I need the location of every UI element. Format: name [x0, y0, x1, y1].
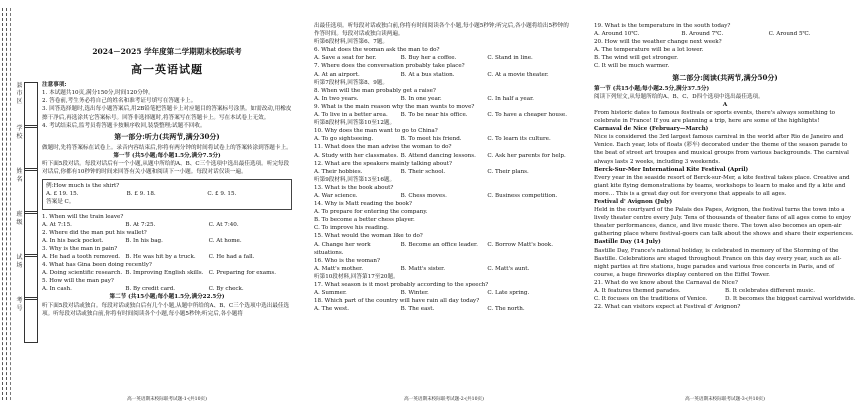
- option: A. The west.: [314, 306, 350, 313]
- options: [314, 135, 574, 143]
- question: 5. How will the man pay?: [42, 278, 114, 285]
- option: C. At a movie theater.: [487, 71, 549, 78]
- passage-subheading: Carnaval de Nice (February—March): [594, 126, 709, 133]
- passage-paragraph: Bastille Day, France's national holiday, is celebrated in memory of the Storming of the Bastille. Celebrations are staged throughout France on this day every year, such as all-night parties at fire stations, huge parades and various free concerts in Paris, and of course, a huge fireworks display centered on the Eiffel Tower.: [594, 247, 842, 278]
- exam-room-label: 试场: [16, 254, 23, 269]
- option: C. Around 5℃.: [768, 31, 811, 38]
- option: C. It will be much warmer.: [594, 63, 670, 70]
- question: 20. How will the weather change next week?: [594, 39, 722, 46]
- option: C. Business competition.: [487, 192, 558, 199]
- example-answer: 答案是 C。: [46, 199, 75, 206]
- option: A. He had a tooth removed.: [42, 253, 121, 260]
- class-box: [24, 211, 38, 257]
- option: C. To learn its culture.: [487, 136, 551, 143]
- sec1-heading: 第一节 (共5小题;每小题1.5分,满分7.5分): [113, 152, 221, 159]
- option: B. It celebrates different music.: [725, 288, 815, 294]
- option: C. The north.: [487, 306, 525, 313]
- sec2-intro-cont: 出最佳选项。听每段对话或独白前,你将有时间阅读各个小题,每小题5秒钟;听完后,各小题将给出5秒钟的作答时间。每段对话或独白读两遍。: [314, 23, 569, 38]
- question: 1. When will the train leave?: [42, 213, 124, 220]
- option: A. The temperature will be a lot lower.: [594, 47, 704, 54]
- options: [42, 285, 292, 293]
- option: A. Study with her classmates.: [314, 152, 399, 159]
- reading-sec1-intro: 阅读下列短文,从每题所给的A、B、C、D四个选项中选出最佳选项。: [594, 93, 764, 100]
- options: [314, 305, 574, 313]
- passage-subheading: Bastille Day (14 July): [594, 239, 661, 246]
- county-label: 县市区: [16, 82, 23, 105]
- question: 10. Why does the man want to go to China?: [314, 128, 438, 135]
- option: C. Stand in line.: [487, 55, 533, 62]
- options: [594, 287, 856, 295]
- part2-heading: 第二部分:阅读(共两节,满分50分): [672, 72, 778, 82]
- option: C. Ask her parents for help.: [487, 152, 566, 159]
- page-footer: 高一英语期末校际联考试题-2-(共10页): [404, 397, 484, 402]
- county-box: [24, 82, 38, 128]
- question: 8. When will the man probably get a raise?: [314, 87, 436, 94]
- option: C. At home.: [208, 237, 242, 244]
- binding-dashed-strip: [2, 8, 7, 400]
- exam-number-box: [24, 297, 38, 343]
- options: [594, 295, 856, 303]
- notice-item: 1. 本试题共10页,满分150分,时间120分钟。: [42, 90, 154, 97]
- option: C. At 7:40.: [208, 221, 239, 228]
- option: A. War science.: [314, 192, 358, 199]
- option: B. Chess moves.: [400, 192, 447, 199]
- option: C. It focuses on the traditions of Venice.: [594, 296, 708, 303]
- option: A. Summer.: [314, 290, 347, 297]
- passage-paragraph: From historic dates to famous festivals or sports events, there's always something to celebrate in France! If you are planning a trip, here are some of the highlights!: [594, 109, 836, 125]
- part1-intro: 做题时,先将答案标在试卷上。录音内容结束后,你将有两分钟的时间将试卷上的答案转涂到答题卡上。: [42, 144, 292, 151]
- listening-block-lead: 听第10段材料,回答第17至20题。: [314, 273, 399, 280]
- options: [314, 241, 574, 257]
- options: [42, 237, 292, 245]
- option: B. £ 9. 18.: [126, 191, 156, 198]
- option: A. Doing scientific research.: [42, 270, 123, 277]
- column-page-2: [314, 22, 574, 392]
- options: [314, 289, 574, 297]
- option: C. Preparing for exams.: [208, 270, 277, 277]
- question-list: [42, 213, 292, 294]
- option: B. Matt's sister.: [400, 265, 446, 272]
- option: A. It features themed parades.: [594, 288, 681, 294]
- option: A. At an airport.: [314, 71, 360, 78]
- option: B. Their school.: [400, 168, 446, 175]
- part1-heading: 第一部分:听力(共两节,满分30分): [114, 131, 220, 141]
- options: [314, 71, 574, 79]
- question: 2. Where did the man put his wallet?: [42, 229, 147, 236]
- option: B. Attend dancing lessons.: [400, 152, 476, 159]
- options: [314, 192, 574, 200]
- question: 19. What is the temperature in the south today?: [594, 23, 731, 29]
- listening-block-lead: 听第8段材料,回答第10至12题。: [314, 120, 396, 127]
- option: B. Buy her a coffee.: [400, 55, 457, 62]
- exam-number-label: 考号: [16, 297, 23, 312]
- option: C. To have a cheaper house.: [487, 112, 567, 119]
- option: C. In half a year.: [487, 95, 534, 102]
- exam-title: 高一英语试题: [131, 63, 203, 77]
- option: B. The wind will get stronger.: [594, 55, 678, 62]
- options: [314, 265, 574, 273]
- option: D. It becomes the biggest carnival worldwide.: [725, 296, 856, 303]
- notice-item: 3. 回答选择题时,选出每小题答案后,用2B铅笔把答题卡上对应题目的答案标号涂黑。如需改动,用橡皮擦干净后,再选涂其它答案标号。回答非选择题时,将答案写在答题卡上。写在本试卷上无效。: [42, 106, 292, 121]
- example-options: [46, 190, 288, 198]
- question: 3. Why is the man in pain?: [42, 245, 118, 252]
- option: B. At 7:25.: [125, 221, 156, 228]
- option: B. He was hit by a truck.: [125, 253, 196, 260]
- school-box: [24, 125, 38, 171]
- option: B. To meet his friend.: [400, 136, 462, 143]
- question: 14. Why is Matt reading the book?: [314, 201, 413, 208]
- column-page-1: [42, 22, 292, 392]
- option: A. Change her work situations.: [314, 241, 371, 256]
- option: B. In his bag.: [125, 237, 163, 244]
- option: C. By check.: [208, 286, 244, 293]
- passage-letter: A: [722, 101, 728, 108]
- school-label: 学校: [16, 125, 23, 140]
- listening-block-lead: 听第7段材料,回答第8、9题。: [314, 79, 388, 86]
- option: C. Their plans.: [487, 168, 529, 175]
- option: B. To become a better chess player.: [314, 217, 415, 224]
- option: B. Winter.: [400, 290, 429, 297]
- option: A. In cash.: [42, 286, 72, 293]
- example-box: [42, 179, 292, 209]
- listening-block-lead: 听第6段材料,回答第6、7题。: [314, 39, 388, 46]
- options: [42, 253, 292, 261]
- page-footer: 高一英语期末校际联考试题-3-(共10页): [685, 397, 765, 402]
- question: 16. Who is the woman?: [314, 257, 380, 264]
- question: 15. What would the woman like to do?: [314, 233, 423, 240]
- notice-item: 2. 答卷前,考生务必将自己的姓名和准考证号填写在答题卡上。: [42, 98, 197, 105]
- name-label: 姓名: [16, 168, 23, 183]
- listening-block-lead: 听第9段材料,回答第13至16题。: [314, 176, 396, 183]
- question: 7. Where does the conversation probably take place?: [314, 63, 465, 70]
- passage-paragraph: Every year in the seaside resort of Berck-sur-Mer, a kite festival takes place. Creative and giant kite flying demonstrations by teams, workshops to learn to make and fly a kite and more… This is a great day out for everyone that appeals to all ages.: [594, 174, 850, 197]
- option: A. At 7:15.: [42, 221, 72, 228]
- options: [42, 221, 292, 229]
- question: 17. What season is it most probably according to the speech?: [314, 282, 489, 288]
- name-box: [24, 168, 38, 214]
- sec2-heading: 第二节 (共15小题;每小题1.5分,满分22.5分): [109, 294, 225, 301]
- option: B. At a bus station.: [400, 71, 455, 78]
- notice-heading: 注意事项:: [42, 82, 67, 89]
- question: 11. What does the man advise the woman to do?: [314, 144, 452, 151]
- reading-sec1-heading: 第一节 (共15小题;每小题2.5分,满分37.5分): [594, 85, 710, 92]
- options: [594, 30, 856, 38]
- options: [314, 95, 574, 103]
- example-question: 例:How much is the shirt?: [46, 183, 120, 190]
- option: B. Improving English skills.: [125, 270, 204, 277]
- options: [314, 111, 574, 119]
- option: A. Their hobbies.: [314, 168, 363, 175]
- option: A. To go sightseeing.: [314, 136, 374, 143]
- notice-item: 4. 考试结束后,监考员将答题卡按顺序收回,装袋整理;试题不回收。: [42, 122, 206, 129]
- option: B. Around 7℃.: [681, 31, 724, 38]
- exam-school-header: 2024－2025 学年度第二学期期末校际联考: [92, 47, 242, 56]
- question: 22. What can visitors expect at Festival d' Avignon?: [594, 304, 741, 311]
- question: 12. What are the speakers mainly talking about?: [314, 160, 452, 167]
- option: A. In his back pocket.: [42, 237, 104, 244]
- option: A. Save a seat for her.: [314, 55, 377, 62]
- options: [42, 269, 292, 277]
- option: B. By credit card.: [125, 286, 176, 293]
- sec2-intro: 听下面5段对话或独白。每段对话或独白后有几个小题,从题中所给的A、B、C三个选项中选出最佳选项。听每段对话或独白前,你将有时间阅读各个小题,每小题5秒钟;听完后,各小题将: [42, 302, 290, 317]
- passage-subheading: Festival d' Avignon (July): [594, 198, 673, 205]
- question: 9. What is the main reason why the man wants to move?: [314, 103, 475, 110]
- options: [314, 168, 574, 176]
- option: B. In one year.: [400, 95, 442, 102]
- option: C. £ 9. 15.: [207, 191, 237, 198]
- page-columns: [42, 0, 856, 408]
- option: C. Borrow Matt's book.: [487, 241, 553, 248]
- cut-line: [10, 8, 12, 400]
- question: 13. What is the book about?: [314, 184, 394, 191]
- option: C. He had a fall.: [208, 253, 255, 260]
- sec1-intro: 听下面5段对话。每段对话后有一个小题,从题中所给的A、B、C三个选项中选出最佳选项。听完每段对话后,你都有10秒钟的时间来回答有关小题和阅读下一小题。每段对话仅读一遍。: [42, 161, 290, 176]
- passage-paragraph: Nice is considered the 3rd largest famous carnival in the world after Rio de Janeiro and Venice. Each year, lots of floats (彩车) decorated under the theme of the season parade to the beat of street art troupes and musical groups from various backgrounds. The carnival always lasts 2 weeks, including 3 weekends.: [594, 134, 849, 165]
- option: C. Matt's aunt.: [487, 265, 530, 272]
- exam-room-box: [24, 254, 38, 300]
- option: A. £ 19. 15.: [46, 191, 79, 198]
- option: B. To be near his office.: [400, 112, 468, 119]
- option: A. To live in a better area.: [314, 112, 388, 119]
- page-footer: 高一英语期末校际联考试题-1-(共10页): [127, 397, 207, 402]
- question-list: [314, 38, 574, 313]
- options: [314, 152, 574, 160]
- question: 6. What does the woman ask the man to do?: [314, 47, 440, 54]
- question: 4. What has Gina been doing recently?: [42, 262, 152, 269]
- option: A. To prepare for entering the company.: [314, 209, 428, 216]
- passage-paragraph: Held in the courtyard of the Palais des Papes, Avignon, the festival turns the town into a lively theater centre every July. Tens of thousands of theater fans of all ages come to enjoy theater performances, dance, and live music there. The town also becomes an open-air gathering place where festival-goers can talk about the shows and share their experiences.: [594, 207, 854, 238]
- option: C. Late spring.: [487, 290, 530, 297]
- option: A. Around 10℃.: [594, 31, 640, 38]
- option: A. Matt's mother.: [314, 265, 364, 272]
- passage-subheading: Berck-Sur-Mer International Kite Festival (April): [594, 166, 749, 173]
- question: 21. What do we know about the Carnaval de Nice?: [594, 279, 738, 286]
- column-page-3: [594, 22, 856, 392]
- option: A. In two years.: [314, 95, 359, 102]
- option: C. To improve his reading.: [314, 225, 389, 232]
- options: [314, 54, 574, 62]
- question: 18. Which part of the country will have rain all day today?: [314, 298, 480, 305]
- option: B. The east.: [400, 306, 435, 313]
- binding-sidebar: [0, 0, 38, 408]
- class-label: 班级: [16, 211, 23, 226]
- option: B. Become an office leader.: [400, 241, 478, 248]
